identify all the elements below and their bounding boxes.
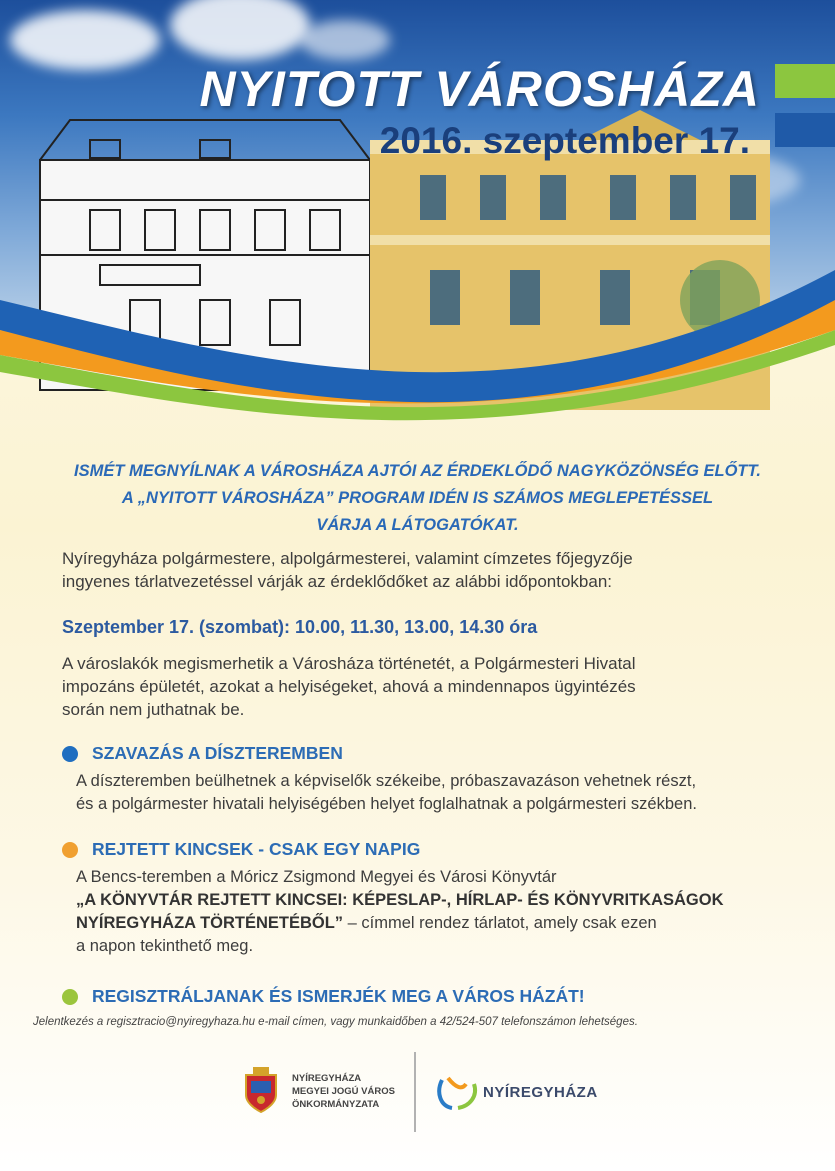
section-3-heading: REGISZTRÁLJANAK ÉS ISMERJÉK MEG A VÁROS HÁZÁT!	[92, 986, 585, 1006]
municipality-name	[292, 1072, 395, 1111]
section-2-line-1: A Bencs-teremben a Móricz Zsigmond Megyei és Városi Könyvtár	[76, 868, 557, 886]
section-1-line-2: és a polgármester hivatali helyiségében helyet foglalhatnak a polgármesteri székben.	[76, 795, 697, 813]
section-2-line-3	[76, 912, 796, 935]
poster-title: NYITOTT VÁROSHÁZA	[199, 61, 760, 117]
paragraph-1-line-1: Nyíregyháza polgármestere, alpolgármesterei, valamint címzetes főjegyzője	[62, 549, 633, 568]
municipality-line-2: MEGYEI JOGÚ VÁROS	[292, 1086, 395, 1097]
paragraph-2-line-2: impozáns épületét, azokat a helyiségeket, ahová a mindennapos ügyintézés	[62, 677, 636, 696]
paragraph-1-line-2: ingyenes tárlatvezetéssel várják az érdeklődőket az alábbi időpontokban:	[62, 572, 613, 591]
intro-line-3: VÁRJA A LÁTOGATÓKAT.	[316, 516, 519, 534]
section-1-text	[76, 770, 796, 816]
nyiregyhaza-logo-icon	[436, 1072, 482, 1112]
bullet-green	[62, 989, 78, 1005]
section-2-line-3-rest: – címmel rendez tárlatot, amely csak ezen	[343, 914, 657, 932]
brand-name: NYÍREGYHÁZA	[483, 1084, 598, 1101]
event-date: 2016. szeptember 17.	[379, 120, 750, 161]
schedule: Szeptember 17. (szombat): 10.00, 11.30, 13.00, 14.30 óra	[62, 617, 538, 637]
section-1-line-1: A díszteremben beülhetnek a képviselők székeibe, próbaszavazáson vehetnek részt,	[76, 772, 697, 790]
intro-line-2: A „NYITOTT VÁROSHÁZA” PROGRAM IDÉN IS SZÁMOS MEGLEPETÉSSEL	[121, 489, 714, 507]
section-2-text	[76, 866, 796, 958]
bullet-orange	[62, 842, 78, 858]
section-2-line-4: a napon tekinthető meg.	[76, 937, 254, 955]
paragraph-1	[62, 547, 782, 593]
section-2-heading: REJTETT KINCSEK - CSAK EGY NAPIG	[92, 839, 421, 859]
accent-bar-blue	[775, 113, 835, 147]
paragraph-2-line-1: A városlakók megismerhetik a Városháza történetét, a Polgármesteri Hivatal	[62, 654, 636, 673]
municipality-line-3: ÖNKORMÁNYZATA	[292, 1099, 380, 1110]
paragraph-2	[62, 652, 782, 721]
section-2-line-2: „A KÖNYVTÁR REJTETT KINCSEI: KÉPESLAP-, HÍRLAP- ÉS KÖNYVRITKASÁGOK	[76, 891, 724, 909]
intro-line-1: ISMÉT MEGNYÍLNAK A VÁROSHÁZA AJTÓI AZ ÉRDEKLŐDŐ NAGYKÖZÖNSÉG ELŐTT.	[74, 462, 761, 480]
city-crest-icon	[243, 1067, 279, 1113]
bullet-blue	[62, 746, 78, 762]
section-2-line-3-bold: NYÍREGYHÁZA TÖRTÉNETÉBŐL”	[76, 914, 344, 932]
section-1-heading: SZAVAZÁS A DÍSZTEREMBEN	[92, 743, 343, 763]
municipality-line-1: NYÍREGYHÁZA	[292, 1073, 362, 1084]
accent-bar-green	[775, 64, 835, 98]
footer-divider	[414, 1052, 416, 1132]
paragraph-2-line-3: során nem juthatnak be.	[62, 700, 245, 719]
contact-info: Jelentkezés a regisztracio@nyiregyhaza.hu e-mail címen, vagy munkaidőben a 42/524-507 telefonszámon lehetséges.	[33, 1016, 638, 1028]
